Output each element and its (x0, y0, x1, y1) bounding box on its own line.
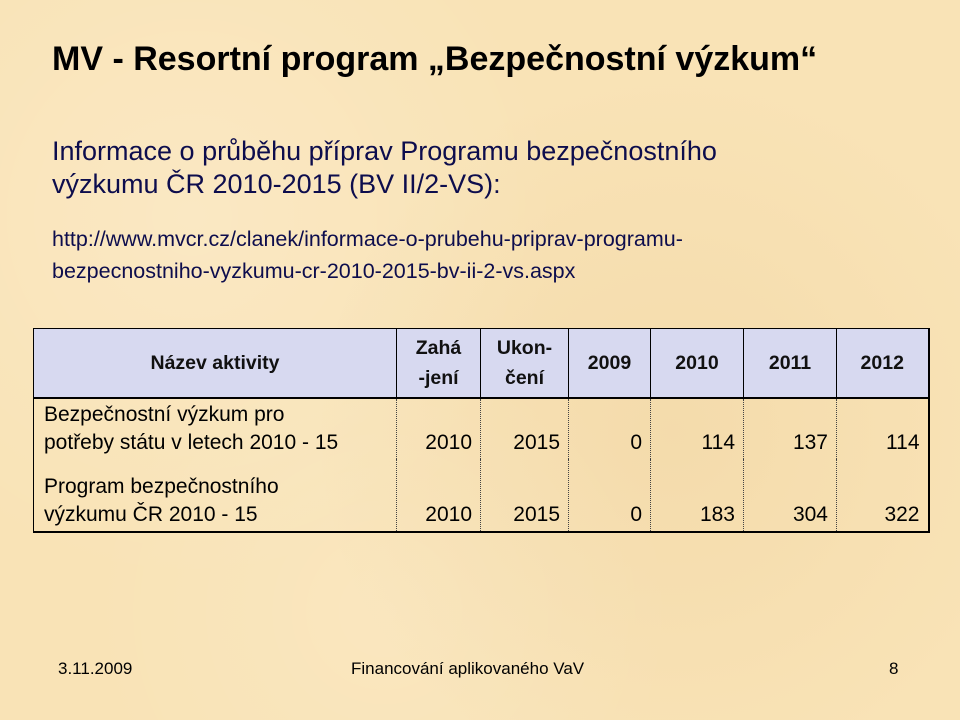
table-header-row (34, 329, 929, 399)
header-start (397, 329, 481, 399)
end-year-cell: 2015 (481, 459, 569, 532)
intro-line: Informace o průběhu příprav Programu bezpečnostního (52, 136, 717, 166)
end-year-cell: 2015 (481, 398, 569, 459)
intro-line: výzkumu ČR 2010-2015 (BV II/2-VS): (52, 169, 501, 199)
table-row (34, 398, 929, 459)
header-year-2012: 2012 (837, 329, 929, 399)
link-line[interactable]: bezpecnostniho-vyzkumu-cr-2010-2015-bv-ii-2-vs.aspx (52, 259, 576, 283)
header-end-line: Ukon- (496, 337, 553, 359)
header-activity-name: Název aktivity (34, 329, 397, 399)
header-end (481, 329, 569, 399)
footer-title: Financování aplikovaného VaV (351, 659, 585, 678)
slide-title: MV - Resortní program „Bezpečnostní výzkum“ (52, 40, 818, 78)
activity-name-line: Bezpečnostní výzkum pro (44, 403, 285, 426)
activity-name-cell (34, 398, 397, 459)
header-start-line: -jení (418, 367, 459, 389)
value-2012-cell: 322 (837, 459, 929, 532)
value-2009-cell: 0 (569, 398, 651, 459)
source-link[interactable] (52, 223, 912, 287)
value-2010-cell: 183 (651, 459, 744, 532)
header-start-line: Zahá (415, 337, 462, 359)
value-2011-cell: 137 (744, 398, 837, 459)
activity-name-line: výzkumu ČR 2010 - 15 (44, 503, 258, 526)
value-2011-cell: 304 (744, 459, 837, 532)
activity-name-cell (34, 459, 397, 532)
footer-date: 3.11.2009 (58, 659, 133, 678)
value-2009-cell: 0 (569, 459, 651, 532)
start-year-cell: 2010 (397, 398, 481, 459)
link-line[interactable]: http://www.mvcr.cz/clanek/informace-o-prubehu-priprav-programu- (52, 227, 683, 251)
intro-text (52, 135, 912, 201)
header-year-2011: 2011 (744, 329, 837, 399)
header-year-2010: 2010 (651, 329, 744, 399)
page-number: 8 (889, 659, 899, 678)
value-2012-cell: 114 (837, 398, 929, 459)
activity-name-line: Program bezpečnostního (44, 475, 279, 498)
header-year-2009: 2009 (569, 329, 651, 399)
activity-name-line: potřeby státu v letech 2010 - 15 (44, 431, 339, 454)
header-end-line: čení (504, 367, 545, 389)
activities-table (33, 328, 930, 533)
start-year-cell: 2010 (397, 459, 481, 532)
table-row (34, 459, 929, 532)
value-2010-cell: 114 (651, 398, 744, 459)
